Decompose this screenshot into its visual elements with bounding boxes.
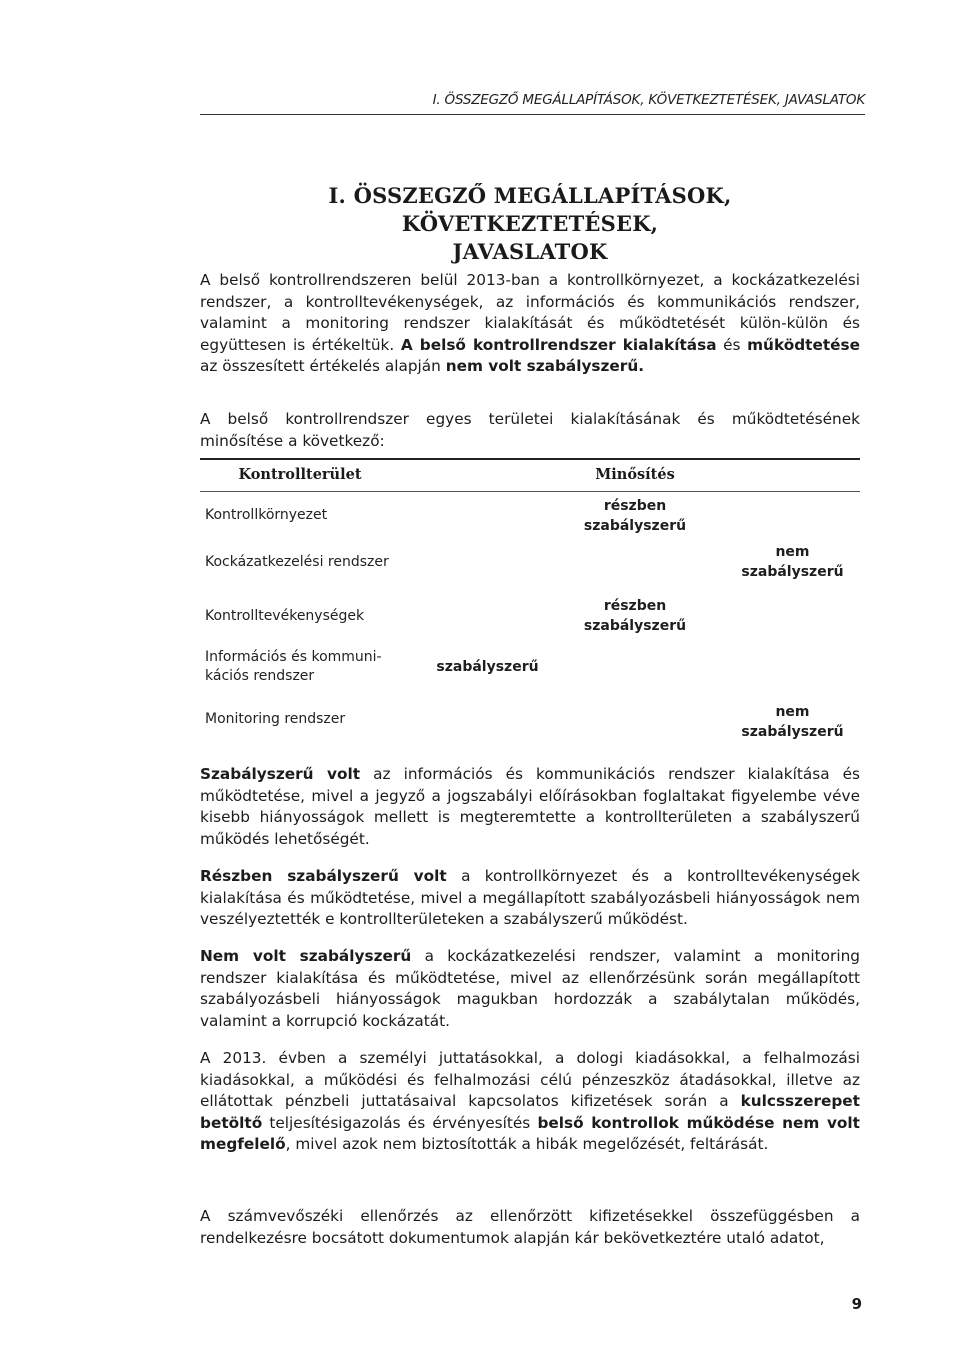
text-run: a kockázatkezelési rendszer, valamint a monitoring rendszer kialakítása és működtetése, mivel az ellenőrzésünk során megállapított szabályozásbeli hiányosságok magukban hordozzák a szabálytalan működés, valamint a korrupció kockázatát. [200,947,860,1030]
bold-run: A belső kontrollrendszer kialakítása [400,335,717,354]
table-header-rule [200,491,860,492]
bold-run: belső kontrollok működése nem volt megfelelő [200,1113,860,1154]
rating-line: nem [775,544,810,560]
bold-run: Nem volt szabályszerű [200,947,412,965]
bold-run: Szabályszerű volt [200,765,361,783]
table-row-area [205,648,425,686]
rating-line: részben [603,598,667,614]
rating-line: szabályszerű [741,564,844,580]
bold-run: működtetése [747,335,861,354]
table-top-rule [200,458,860,460]
table-row-area: Kontrollkörnyezet [205,507,328,523]
table-intro-paragraph: A belső kontrollrendszer egyes területei kialakításának és működtetésének minősítése a következő: [200,410,860,450]
summary-paragraph [200,270,860,378]
table-row-area: Kockázatkezelési rendszer [205,554,389,570]
bold-run: nem volt szabályszerű. [445,357,645,376]
table-row-rating [560,596,710,636]
text-run: a kontrollkörnyezet és a kontrolltevékenységek kialakítása és működtetése, mivel a megállapított szabályozásbeli hiányosságok nem veszélyeztették e kontrollterületeken a szabályszerű működést. [200,867,860,929]
finding-partial-paragraph [200,866,860,931]
bold-run: Részben szabályszerű volt [200,867,447,885]
chapter-title [200,182,860,266]
text-run: A 2013. évben a személyi juttatásokkal, a dologi kiadásokkal, a felhalmozási kiadásokkal, a működési és felhalmozási célú pénzeszköz átadásokkal, illetve az ellátottak pénzbeli juttatásaival kapcsolatos kifizetések során a [200,1049,860,1111]
rating-line: nem [775,704,810,720]
table-row-area: Monitoring rendszer [205,711,346,727]
text-run: teljesítésigazolás és érvényesítés [262,1113,538,1132]
table-row-rating [560,496,710,536]
finding-noncompliant-paragraph [200,946,860,1032]
area-line: kációs rendszer [205,668,315,684]
rating-line: részben [603,498,667,514]
table-row-rating [725,542,860,582]
area-line: Információs és kommuni- [205,649,382,665]
chapter-title-line-1: I. ÖSSZEGZŐ MEGÁLLAPÍTÁSOK, KÖVETKEZTETÉSEK, [328,183,732,236]
text-run: az összesített értékelés alapján [200,357,446,376]
text-run: az információs és kommunikációs rendszer kialakítása és működtetése, mivel a jegyző a jogszabályi előírásokban foglaltakat figyelembe véve kisebb hiányosságok mellett is megteremtette a kontrollterületen a szabályszerű működés lehetőségét. [200,765,860,848]
rating-line: szabályszerű [741,724,844,740]
running-header: I. ÖSSZEGZŐ MEGÁLLAPÍTÁSOK, KÖVETKEZTETÉSEK, JAVASLATOK [432,92,865,108]
bold-run: kulcsszerepet betöltő [200,1092,860,1132]
rating-line: szabályszerű [583,618,687,634]
audit-paragraph: A számvevőszéki ellenőrzés az ellenőrzött kifizetésekkel összefüggésben a rendelkezésre bocsátott dokumentumok alapján kár bekövetkeztére utaló adatot, [200,1207,860,1247]
text-run: A belső kontrollrendszeren belül 2013-ban a kontrollkörnyezet, a kockázatkezelési rendszer, a kontrolltevékenységek, az információs és kommunikációs rendszer, valamint a monitoring rendszer kialakítását és működtetését külön-külön és együttesen is értékeltük. [200,271,860,354]
chapter-title-line-2: JAVASLATOK [452,239,608,264]
table-row-rating [725,702,860,742]
payments-paragraph [200,1048,860,1156]
rating-line: szabályszerű [583,518,687,534]
text-run: és [716,335,748,354]
rating-line: szabályszerű [436,659,539,675]
finding-compliant-paragraph [200,764,860,850]
table-header-area: Kontrollterület [238,466,362,483]
text-run: , mivel azok nem biztosították a hibák megelőzését, feltárását. [285,1135,769,1154]
table-row-area: Kontrolltevékenységek [205,608,365,624]
page-number: 9 [851,1295,862,1313]
header-rule [200,114,865,115]
table-row-rating [425,657,550,677]
table-header-rating: Minősítés [595,466,675,483]
